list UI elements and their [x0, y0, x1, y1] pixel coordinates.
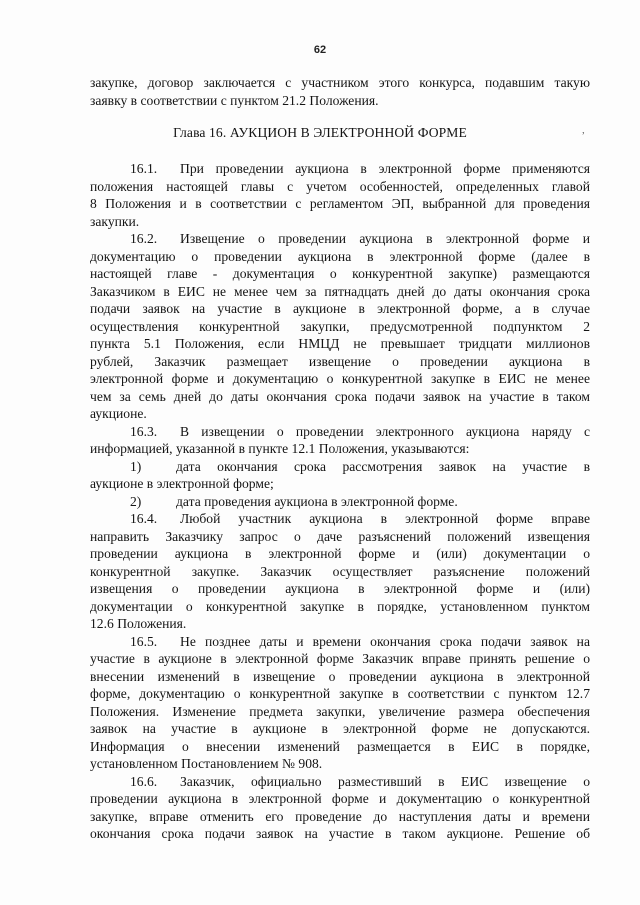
text-line: Заказчиком в ЕИС не менее чем за пятнадцать дней до даты окончания срока — [90, 283, 590, 299]
text-line: внесении изменений в извещение о проведении аукциона в электронной — [90, 668, 590, 684]
clause-number: 16.3. — [130, 423, 158, 439]
clause-number: 16.1. — [130, 161, 158, 176]
clause-text: Любой участник аукциона в электронной форме вправе — [180, 511, 590, 526]
text-line: настоящей главе - документация о конкурентной закупке) размещаются — [90, 266, 590, 281]
clause-number: 16.6. — [130, 773, 158, 789]
text-line: аукционе в электронной форме; — [90, 476, 274, 491]
paragraph-first-line — [130, 230, 590, 248]
list-text: дата проведения аукциона в электронной форме. — [176, 493, 458, 509]
text-line: закупки. — [90, 213, 140, 229]
clause-text: Извещение о проведении аукциона в электронной форме и — [180, 231, 590, 246]
text-line: 8 Положения и в соответствии с регламентом ЭП, выбранной для проведения — [90, 196, 590, 211]
paragraph-first-line — [130, 633, 590, 651]
text-line: окончания срока подачи заявок на участие в таком аукционе. Решение об — [90, 826, 590, 841]
text-line: рублей, Заказчик размещает извещение о проведении аукциона в — [90, 353, 590, 369]
text-line: установленном Постановлением № 908. — [90, 756, 323, 771]
text-line: Положения. Изменение предмета закупки, увеличение размера обеспечения — [90, 703, 590, 719]
page-number: 62 — [313, 44, 327, 56]
list-item-first-line — [130, 493, 590, 511]
text-line: проведении аукциона в электронной форме и документацию о конкурентной — [90, 791, 590, 806]
clause-number: 16.2. — [130, 231, 158, 246]
clause-text: При проведении аукциона в электронной форме применяются — [180, 161, 590, 176]
text-line: извещения о проведении аукциона в электронной форме и (или) — [90, 581, 590, 596]
text-line: заявку в соответствии с пунктом 21.2 Положения. — [90, 92, 379, 108]
paragraph-first-line — [130, 510, 590, 528]
list-text: дата окончания срока рассмотрения заявок на участие в — [176, 458, 590, 474]
text-line: направить Заказчику запрос о даче разъяснений положений извещения — [90, 528, 590, 544]
text-line: 12.6 Положения. — [90, 616, 187, 631]
clause-number: 16.5. — [130, 633, 158, 649]
text-line: закупке, договор заключается с участником этого конкурса, подавшим такую — [90, 75, 590, 90]
list-item-first-line — [130, 458, 590, 476]
text-line: конкурентной закупке. Заказчик осуществляет разъяснение положений — [90, 563, 590, 579]
text-line: подачи заявок на участие в аукционе в электронной форме, а в случае — [90, 301, 590, 316]
text-line: закупке, вправе отменить его проведение до наступления даты и времени — [90, 808, 590, 824]
text-line: электронной форме и документацию о конкурентной закупке в ЕИС не менее — [90, 371, 590, 386]
paragraph-first-line — [130, 773, 590, 791]
list-number: 2) — [130, 493, 142, 509]
paragraph-first-line — [130, 423, 590, 441]
text-line: документацию о проведении аукциона в электронной форме (далее в — [90, 248, 590, 264]
clause-text: Не позднее даты и времени окончания срока подачи заявок на — [180, 633, 590, 649]
clause-number: 16.4. — [130, 511, 158, 526]
text-line: проведении аукциона в электронной форме и (или) документации о — [90, 546, 590, 561]
text-line: пункта 5.1 Положения, если НМЦД не превышает тридцати миллионов — [90, 336, 590, 351]
text-line: осуществления конкурентной закупки, предусмотренной подпунктом 2 — [90, 318, 590, 334]
stray-mark: , — [582, 124, 585, 136]
chapter-heading: Глава 16. АУКЦИОН В ЭЛЕКТРОННОЙ ФОРМЕ — [173, 125, 467, 140]
list-number: 1) — [130, 458, 142, 474]
clause-text: В извещении о проведении электронного аукциона наряду с — [180, 423, 590, 439]
text-line: форме, документацию о конкурентной закупке в соответствии с пунктом 12.7 — [90, 686, 590, 701]
paragraph-first-line — [130, 160, 590, 178]
text-line: Информация о внесении изменений размещается в ЕИС в порядке, — [90, 738, 590, 754]
text-line: чем за семь дней до даты окончания срока подачи заявок на участие в таком — [90, 388, 590, 404]
text-line: документации о конкурентной закупке в порядке, установленном пунктом — [90, 598, 590, 614]
text-line: заявок на участие в аукционе в электронной форме не допускаются. — [90, 721, 590, 736]
clause-text: Заказчик, официально разместивший в ЕИС извещение о — [180, 773, 590, 789]
text-line: положения настоящей главы с учетом особенностей, определенных главой — [90, 178, 590, 194]
text-line: аукционе. — [90, 406, 147, 421]
text-line: участие в аукционе в электронной форме Заказчик вправе принять решение о — [90, 651, 590, 666]
text-line: информацией, указанной в пункте 12.1 Положения, указываются: — [90, 441, 470, 456]
